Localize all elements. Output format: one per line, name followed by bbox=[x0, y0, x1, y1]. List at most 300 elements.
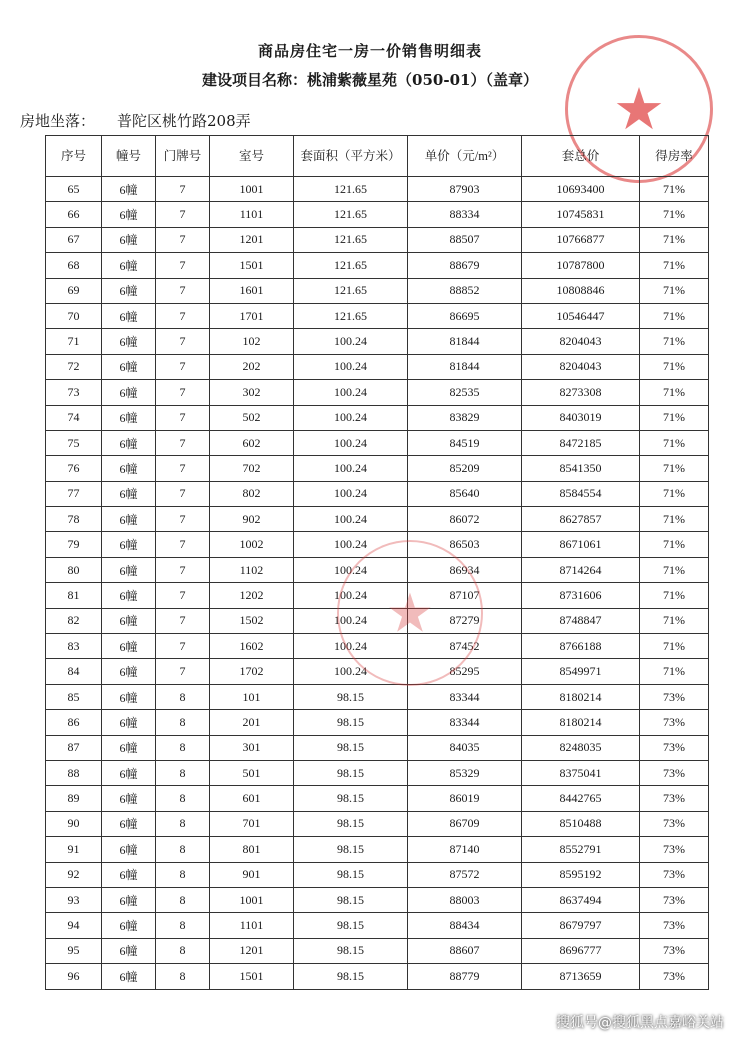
table-cell: 87107 bbox=[408, 583, 522, 608]
table-cell: 95 bbox=[46, 938, 102, 963]
table-cell: 1702 bbox=[210, 659, 294, 684]
column-header: 序号 bbox=[46, 136, 102, 177]
table-row bbox=[46, 634, 709, 659]
table-cell: 8 bbox=[156, 862, 210, 887]
table-cell: 73% bbox=[640, 760, 709, 785]
table-cell: 75 bbox=[46, 430, 102, 455]
table-cell: 6幢 bbox=[102, 608, 156, 633]
table-cell: 98.15 bbox=[294, 710, 408, 735]
table-cell: 100.24 bbox=[294, 430, 408, 455]
table-cell: 100.24 bbox=[294, 583, 408, 608]
table-cell: 701 bbox=[210, 811, 294, 836]
table-cell: 93 bbox=[46, 887, 102, 912]
table-cell: 71% bbox=[640, 405, 709, 430]
location-line bbox=[20, 110, 251, 131]
table-row bbox=[46, 227, 709, 252]
table-cell: 501 bbox=[210, 760, 294, 785]
star-icon: ★ bbox=[613, 75, 665, 143]
table-cell: 121.65 bbox=[294, 303, 408, 328]
table-cell: 8204043 bbox=[522, 354, 640, 379]
table-cell: 86 bbox=[46, 710, 102, 735]
table-row bbox=[46, 202, 709, 227]
table-cell: 6幢 bbox=[102, 887, 156, 912]
table-cell: 8671061 bbox=[522, 532, 640, 557]
table-cell: 7 bbox=[156, 278, 210, 303]
table-cell: 8403019 bbox=[522, 405, 640, 430]
table-cell: 6幢 bbox=[102, 837, 156, 862]
table-cell: 73 bbox=[46, 380, 102, 405]
table-cell: 502 bbox=[210, 405, 294, 430]
table-cell: 8552791 bbox=[522, 837, 640, 862]
table-cell: 85640 bbox=[408, 481, 522, 506]
table-cell: 86934 bbox=[408, 557, 522, 582]
table-cell: 7 bbox=[156, 456, 210, 481]
table-cell: 87 bbox=[46, 735, 102, 760]
table-row bbox=[46, 177, 709, 202]
table-cell: 7 bbox=[156, 405, 210, 430]
table-cell: 87140 bbox=[408, 837, 522, 862]
table-cell: 8 bbox=[156, 684, 210, 709]
table-cell: 100.24 bbox=[294, 456, 408, 481]
table-cell: 85209 bbox=[408, 456, 522, 481]
table-cell: 81844 bbox=[408, 329, 522, 354]
star-icon: ★ bbox=[385, 581, 435, 645]
table-cell: 73% bbox=[640, 684, 709, 709]
table-cell: 98.15 bbox=[294, 760, 408, 785]
table-cell: 98.15 bbox=[294, 913, 408, 938]
table-cell: 121.65 bbox=[294, 177, 408, 202]
table-cell: 6幢 bbox=[102, 684, 156, 709]
table-cell: 1002 bbox=[210, 532, 294, 557]
column-header: 套面积（平方米） bbox=[294, 136, 408, 177]
table-cell: 76 bbox=[46, 456, 102, 481]
table-cell: 6幢 bbox=[102, 430, 156, 455]
table-row bbox=[46, 887, 709, 912]
table-cell: 84035 bbox=[408, 735, 522, 760]
table-cell: 8731606 bbox=[522, 583, 640, 608]
table-cell: 6幢 bbox=[102, 659, 156, 684]
table-row bbox=[46, 837, 709, 862]
table-cell: 100.24 bbox=[294, 405, 408, 430]
table-cell: 87572 bbox=[408, 862, 522, 887]
table-cell: 6幢 bbox=[102, 481, 156, 506]
table-cell: 6幢 bbox=[102, 760, 156, 785]
table-cell: 71% bbox=[640, 507, 709, 532]
table-cell: 7 bbox=[156, 202, 210, 227]
table-row bbox=[46, 583, 709, 608]
table-cell: 8180214 bbox=[522, 684, 640, 709]
table-cell: 73% bbox=[640, 811, 709, 836]
table-cell: 100.24 bbox=[294, 532, 408, 557]
table-cell: 1501 bbox=[210, 964, 294, 989]
table-cell: 8696777 bbox=[522, 938, 640, 963]
table-cell: 1701 bbox=[210, 303, 294, 328]
table-cell: 8714264 bbox=[522, 557, 640, 582]
table-cell: 1201 bbox=[210, 938, 294, 963]
table-cell: 8549971 bbox=[522, 659, 640, 684]
table-cell: 8248035 bbox=[522, 735, 640, 760]
table-cell: 89 bbox=[46, 786, 102, 811]
table-cell: 6幢 bbox=[102, 329, 156, 354]
table-cell: 7 bbox=[156, 532, 210, 557]
table-cell: 71% bbox=[640, 557, 709, 582]
table-cell: 7 bbox=[156, 329, 210, 354]
table-cell: 71% bbox=[640, 303, 709, 328]
project-name: 建设项目名称：桃浦紫薇星苑（050-01）（盖章） bbox=[202, 71, 538, 89]
table-row bbox=[46, 964, 709, 989]
table-cell: 91 bbox=[46, 837, 102, 862]
table-row bbox=[46, 659, 709, 684]
table-cell: 8442765 bbox=[522, 786, 640, 811]
table-cell: 71% bbox=[640, 202, 709, 227]
table-cell: 70 bbox=[46, 303, 102, 328]
table-row bbox=[46, 862, 709, 887]
table-cell: 73% bbox=[640, 887, 709, 912]
table-cell: 10745831 bbox=[522, 202, 640, 227]
table-cell: 8 bbox=[156, 913, 210, 938]
table-row bbox=[46, 608, 709, 633]
table-cell: 301 bbox=[210, 735, 294, 760]
column-header: 幢号 bbox=[102, 136, 156, 177]
column-header: 室号 bbox=[210, 136, 294, 177]
table-cell: 79 bbox=[46, 532, 102, 557]
table-cell: 98.15 bbox=[294, 862, 408, 887]
table-cell: 7 bbox=[156, 177, 210, 202]
table-cell: 1502 bbox=[210, 608, 294, 633]
table-cell: 121.65 bbox=[294, 253, 408, 278]
table-cell: 6幢 bbox=[102, 253, 156, 278]
table-row bbox=[46, 684, 709, 709]
table-cell: 66 bbox=[46, 202, 102, 227]
table-cell: 80 bbox=[46, 557, 102, 582]
table-cell: 1101 bbox=[210, 202, 294, 227]
table-cell: 7 bbox=[156, 354, 210, 379]
table-cell: 86709 bbox=[408, 811, 522, 836]
table-cell: 8 bbox=[156, 735, 210, 760]
table-cell: 100.24 bbox=[294, 507, 408, 532]
table-cell: 8679797 bbox=[522, 913, 640, 938]
table-cell: 98.15 bbox=[294, 837, 408, 862]
table-cell: 71% bbox=[640, 177, 709, 202]
table-cell: 72 bbox=[46, 354, 102, 379]
table-cell: 73% bbox=[640, 786, 709, 811]
table-cell: 121.65 bbox=[294, 227, 408, 252]
table-cell: 6幢 bbox=[102, 278, 156, 303]
table-row bbox=[46, 811, 709, 836]
table-cell: 201 bbox=[210, 710, 294, 735]
table-cell: 88507 bbox=[408, 227, 522, 252]
table-cell: 81844 bbox=[408, 354, 522, 379]
table-cell: 71% bbox=[640, 608, 709, 633]
column-header: 单价（元/m²） bbox=[408, 136, 522, 177]
location-value: 普陀区桃竹路208弄 bbox=[117, 112, 251, 130]
table-cell: 100.24 bbox=[294, 329, 408, 354]
table-cell: 71 bbox=[46, 329, 102, 354]
table-cell: 8584554 bbox=[522, 481, 640, 506]
table-cell: 88003 bbox=[408, 887, 522, 912]
table-cell: 1001 bbox=[210, 177, 294, 202]
table-cell: 73% bbox=[640, 837, 709, 862]
table-cell: 7 bbox=[156, 481, 210, 506]
table-cell: 6幢 bbox=[102, 811, 156, 836]
table-row bbox=[46, 303, 709, 328]
table-cell: 1101 bbox=[210, 913, 294, 938]
table-cell: 6幢 bbox=[102, 532, 156, 557]
sales-table bbox=[45, 135, 709, 990]
table-cell: 8375041 bbox=[522, 760, 640, 785]
table-cell: 7 bbox=[156, 303, 210, 328]
table-cell: 98.15 bbox=[294, 964, 408, 989]
table-cell: 1201 bbox=[210, 227, 294, 252]
table-row bbox=[46, 710, 709, 735]
table-cell: 69 bbox=[46, 278, 102, 303]
table-row bbox=[46, 532, 709, 557]
table-cell: 101 bbox=[210, 684, 294, 709]
table-cell: 87903 bbox=[408, 177, 522, 202]
table-cell: 71% bbox=[640, 227, 709, 252]
table-cell: 98.15 bbox=[294, 786, 408, 811]
table-cell: 6幢 bbox=[102, 913, 156, 938]
table-cell: 73% bbox=[640, 710, 709, 735]
table-cell: 8472185 bbox=[522, 430, 640, 455]
table-cell: 7 bbox=[156, 583, 210, 608]
table-cell: 96 bbox=[46, 964, 102, 989]
table-cell: 6幢 bbox=[102, 202, 156, 227]
page-title: 商品房住宅一房一价销售明细表 bbox=[257, 42, 482, 60]
table-cell: 8748847 bbox=[522, 608, 640, 633]
table-row bbox=[46, 557, 709, 582]
column-header: 门牌号 bbox=[156, 136, 210, 177]
table-cell: 6幢 bbox=[102, 227, 156, 252]
table-cell: 85329 bbox=[408, 760, 522, 785]
table-cell: 6幢 bbox=[102, 938, 156, 963]
table-cell: 100.24 bbox=[294, 659, 408, 684]
table-cell: 10693400 bbox=[522, 177, 640, 202]
table-cell: 702 bbox=[210, 456, 294, 481]
table-cell: 88434 bbox=[408, 913, 522, 938]
table-cell: 8180214 bbox=[522, 710, 640, 735]
table-row bbox=[46, 481, 709, 506]
table-cell: 6幢 bbox=[102, 456, 156, 481]
table-cell: 1001 bbox=[210, 887, 294, 912]
table-cell: 68 bbox=[46, 253, 102, 278]
table-cell: 7 bbox=[156, 430, 210, 455]
table-row bbox=[46, 456, 709, 481]
table-cell: 82535 bbox=[408, 380, 522, 405]
table-cell: 8 bbox=[156, 786, 210, 811]
table-cell: 74 bbox=[46, 405, 102, 430]
table-cell: 88852 bbox=[408, 278, 522, 303]
table-cell: 902 bbox=[210, 507, 294, 532]
table-cell: 85 bbox=[46, 684, 102, 709]
table-cell: 6幢 bbox=[102, 177, 156, 202]
table-cell: 90 bbox=[46, 811, 102, 836]
table-cell: 87452 bbox=[408, 634, 522, 659]
table-cell: 98.15 bbox=[294, 887, 408, 912]
table-cell: 92 bbox=[46, 862, 102, 887]
table-cell: 77 bbox=[46, 481, 102, 506]
table-cell: 73% bbox=[640, 862, 709, 887]
table-cell: 100.24 bbox=[294, 380, 408, 405]
table-cell: 7 bbox=[156, 227, 210, 252]
table-cell: 73% bbox=[640, 938, 709, 963]
table-cell: 6幢 bbox=[102, 786, 156, 811]
table-row bbox=[46, 913, 709, 938]
table-cell: 6幢 bbox=[102, 303, 156, 328]
table-cell: 8 bbox=[156, 887, 210, 912]
table-row bbox=[46, 786, 709, 811]
table-row bbox=[46, 760, 709, 785]
table-cell: 102 bbox=[210, 329, 294, 354]
table-cell: 86503 bbox=[408, 532, 522, 557]
table-cell: 10808846 bbox=[522, 278, 640, 303]
table-cell: 100.24 bbox=[294, 608, 408, 633]
table-cell: 8627857 bbox=[522, 507, 640, 532]
table-cell: 802 bbox=[210, 481, 294, 506]
table-cell: 6幢 bbox=[102, 354, 156, 379]
table-cell: 7 bbox=[156, 380, 210, 405]
table-cell: 121.65 bbox=[294, 202, 408, 227]
table-cell: 88679 bbox=[408, 253, 522, 278]
table-cell: 71% bbox=[640, 329, 709, 354]
table-cell: 71% bbox=[640, 278, 709, 303]
table-cell: 88779 bbox=[408, 964, 522, 989]
table-cell: 84519 bbox=[408, 430, 522, 455]
table-cell: 8510488 bbox=[522, 811, 640, 836]
table-cell: 8766188 bbox=[522, 634, 640, 659]
table-header-row bbox=[46, 136, 709, 177]
table-cell: 10787800 bbox=[522, 253, 640, 278]
table-cell: 100.24 bbox=[294, 481, 408, 506]
table-cell: 71% bbox=[640, 380, 709, 405]
table-cell: 10766877 bbox=[522, 227, 640, 252]
table-cell: 8 bbox=[156, 938, 210, 963]
table-cell: 71% bbox=[640, 634, 709, 659]
table-cell: 84 bbox=[46, 659, 102, 684]
table-cell: 6幢 bbox=[102, 380, 156, 405]
table-cell: 8713659 bbox=[522, 964, 640, 989]
table-row bbox=[46, 938, 709, 963]
table-cell: 83344 bbox=[408, 710, 522, 735]
table-cell: 67 bbox=[46, 227, 102, 252]
table-cell: 1601 bbox=[210, 278, 294, 303]
table-cell: 71% bbox=[640, 354, 709, 379]
column-header: 套总价 bbox=[522, 136, 640, 177]
table-cell: 83344 bbox=[408, 684, 522, 709]
table-cell: 602 bbox=[210, 430, 294, 455]
table-cell: 86072 bbox=[408, 507, 522, 532]
table-cell: 83 bbox=[46, 634, 102, 659]
table-cell: 10546447 bbox=[522, 303, 640, 328]
table-cell: 8637494 bbox=[522, 887, 640, 912]
table-cell: 801 bbox=[210, 837, 294, 862]
table-cell: 71% bbox=[640, 532, 709, 557]
table-cell: 6幢 bbox=[102, 710, 156, 735]
table-cell: 98.15 bbox=[294, 684, 408, 709]
table-cell: 71% bbox=[640, 583, 709, 608]
table-row bbox=[46, 380, 709, 405]
table-cell: 8 bbox=[156, 837, 210, 862]
table-cell: 6幢 bbox=[102, 507, 156, 532]
table-cell: 73% bbox=[640, 735, 709, 760]
table-cell: 88 bbox=[46, 760, 102, 785]
table-cell: 71% bbox=[640, 456, 709, 481]
table-cell: 6幢 bbox=[102, 583, 156, 608]
table-cell: 81 bbox=[46, 583, 102, 608]
table-cell: 202 bbox=[210, 354, 294, 379]
table-cell: 6幢 bbox=[102, 405, 156, 430]
table-cell: 98.15 bbox=[294, 938, 408, 963]
table-row bbox=[46, 405, 709, 430]
table-cell: 82 bbox=[46, 608, 102, 633]
table-cell: 1602 bbox=[210, 634, 294, 659]
table-cell: 100.24 bbox=[294, 354, 408, 379]
table-cell: 8 bbox=[156, 964, 210, 989]
table-row bbox=[46, 278, 709, 303]
table-cell: 901 bbox=[210, 862, 294, 887]
table-cell: 7 bbox=[156, 659, 210, 684]
table-cell: 302 bbox=[210, 380, 294, 405]
table-cell: 6幢 bbox=[102, 735, 156, 760]
table-cell: 88607 bbox=[408, 938, 522, 963]
table-cell: 1501 bbox=[210, 253, 294, 278]
table-cell: 8273308 bbox=[522, 380, 640, 405]
table-cell: 86019 bbox=[408, 786, 522, 811]
table-cell: 6幢 bbox=[102, 964, 156, 989]
watermark: 搜狐号@搜狐黑点嘉峪关站 bbox=[556, 1015, 724, 1031]
table-row bbox=[46, 329, 709, 354]
table-cell: 73% bbox=[640, 913, 709, 938]
table-cell: 100.24 bbox=[294, 557, 408, 582]
table-cell: 6幢 bbox=[102, 634, 156, 659]
table-cell: 78 bbox=[46, 507, 102, 532]
table-row bbox=[46, 507, 709, 532]
table-cell: 121.65 bbox=[294, 278, 408, 303]
table-cell: 7 bbox=[156, 557, 210, 582]
table-cell: 8204043 bbox=[522, 329, 640, 354]
table-cell: 87279 bbox=[408, 608, 522, 633]
table-cell: 86695 bbox=[408, 303, 522, 328]
table-cell: 8595192 bbox=[522, 862, 640, 887]
table-cell: 83829 bbox=[408, 405, 522, 430]
table-cell: 7 bbox=[156, 608, 210, 633]
table-cell: 8 bbox=[156, 710, 210, 735]
table-cell: 98.15 bbox=[294, 735, 408, 760]
table-cell: 65 bbox=[46, 177, 102, 202]
table-row bbox=[46, 354, 709, 379]
table-cell: 8 bbox=[156, 811, 210, 836]
table-row bbox=[46, 253, 709, 278]
table-cell: 601 bbox=[210, 786, 294, 811]
table-cell: 1202 bbox=[210, 583, 294, 608]
table-cell: 71% bbox=[640, 430, 709, 455]
table-cell: 71% bbox=[640, 659, 709, 684]
table-cell: 73% bbox=[640, 964, 709, 989]
table-cell: 71% bbox=[640, 253, 709, 278]
table-cell: 94 bbox=[46, 913, 102, 938]
column-header: 得房率 bbox=[640, 136, 709, 177]
table-cell: 6幢 bbox=[102, 557, 156, 582]
table-cell: 7 bbox=[156, 253, 210, 278]
table-cell: 98.15 bbox=[294, 811, 408, 836]
table-cell: 7 bbox=[156, 634, 210, 659]
table-cell: 8541350 bbox=[522, 456, 640, 481]
table-cell: 7 bbox=[156, 507, 210, 532]
location-label: 房地坐落： bbox=[20, 112, 96, 130]
table-cell: 1102 bbox=[210, 557, 294, 582]
table-cell: 6幢 bbox=[102, 862, 156, 887]
table-cell: 100.24 bbox=[294, 634, 408, 659]
